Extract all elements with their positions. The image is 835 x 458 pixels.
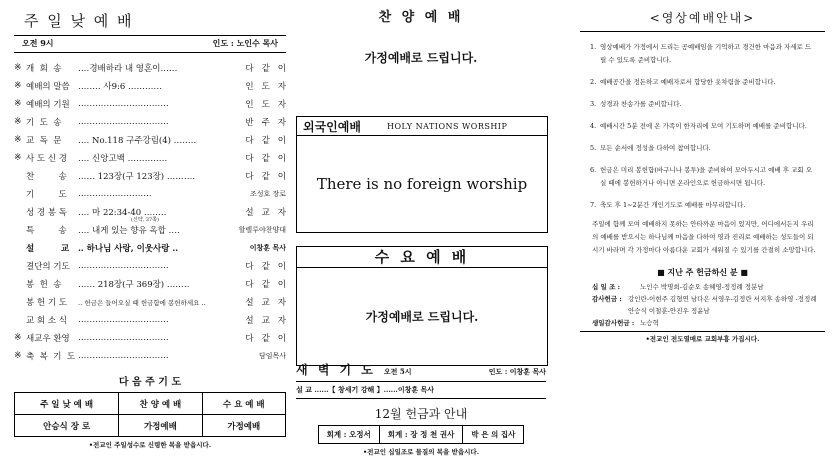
order-item-detail: ‥‥‥‥‥‥‥‥‥‥‥‥‥ bbox=[78, 189, 152, 199]
order-item-leader: 설교자 bbox=[245, 208, 294, 218]
order-item-name: 설 교 bbox=[26, 244, 70, 254]
order-item-leader: 다같이 bbox=[245, 262, 294, 272]
dawn-title: 새 벽 기 도 bbox=[296, 363, 376, 377]
video-worship-list bbox=[580, 41, 825, 212]
dawn-sermon-row: 설 교 ‥‥‥【 창세기 강해 】‥‥‥이창훈 목사 bbox=[296, 381, 546, 399]
order-row bbox=[14, 275, 294, 293]
order-item-name: 축 복 기 도 bbox=[26, 352, 76, 362]
order-item-leader: 반주자 bbox=[245, 118, 294, 128]
worship-order bbox=[14, 59, 294, 365]
foreign-worship-label: 외국인예배 bbox=[303, 119, 361, 134]
order-item-leader: 다같이 bbox=[245, 64, 294, 74]
order-row bbox=[14, 113, 294, 131]
order-item-leader: 할렐루야찬양대 bbox=[238, 226, 286, 234]
order-item-detail: ‥‥ No.118 구주강림(4) ‥‥‥‥ bbox=[78, 136, 197, 146]
dawn-time: 오전 5시 bbox=[383, 367, 412, 376]
order-mark: ※ bbox=[14, 135, 22, 145]
order-item-detail: ‥‥‥‥‥‥‥‥‥‥‥‥‥‥‥‥ bbox=[78, 261, 169, 271]
order-item-detail: ‥‥ 내게 있는 향유 옥합 ‥‥ bbox=[78, 226, 180, 236]
order-item-name: 기 도 송 bbox=[26, 118, 62, 128]
order-mark: ※ bbox=[14, 81, 22, 91]
offering-names: 노승혁 bbox=[640, 319, 659, 327]
december-offering-title: 12월 헌금과 안내 bbox=[374, 407, 468, 421]
guide-item-number: 1. bbox=[590, 43, 597, 51]
order-row bbox=[14, 311, 294, 329]
guide-item-number: 6. bbox=[590, 166, 597, 174]
guide-item bbox=[590, 98, 817, 111]
order-item-detail: ‥ 하나님 사랑, 이웃사랑 ‥ bbox=[78, 244, 179, 254]
order-item-detail: ‥ 헌금은 들어오실 때 헌금함에 봉헌하세요 ‥ bbox=[78, 298, 206, 307]
order-item-detail: ‥‥ 마 22:34-40 ‥‥‥‥ bbox=[78, 208, 167, 218]
left-footer-note: •전교인 주일성수로 신령한 복을 받읍시다. bbox=[88, 441, 212, 449]
order-item-leader: 다같이 bbox=[245, 280, 294, 290]
guide-item-text: 헌금은 미리 봉헌함(바구니나 봉투)을 준비하여 모아두시고 예배 후 교회 오실 때에 봉헌하거나 아니면 온라인으로 헌금하시면 됩니다. bbox=[600, 166, 813, 187]
order-mark: ※ bbox=[14, 63, 22, 73]
video-worship-paragraph: 주일에 함께 모여 예배하지 못하는 안타까운 마음이 있지만, 어디에서든지 우리의 예배를 받으시는 하나님께 마음을 다하여 영과 진리로 예배하는 성도들이 되시기 바라며 각 가정마다 아름다운 교회가 세워질 수 있기를 간절히 소망합니다. bbox=[592, 220, 816, 254]
order-row bbox=[14, 185, 286, 203]
guide-item bbox=[590, 120, 817, 133]
guide-item-text: 예배시간 5분 전에 온 가족이 한자리에 모여 기도하며 예배를 준비합니다. bbox=[600, 122, 807, 130]
right-footer-note: •전교인 전도열매로 교회부흥 가집시다. bbox=[580, 331, 825, 343]
order-item-leader: 담임목사 bbox=[258, 352, 286, 360]
middle-footer-note: •전교인 십일조로 물질의 복을 받읍시다. bbox=[363, 448, 479, 456]
order-item-leader: 인도자 bbox=[245, 82, 294, 92]
guide-item-number: 3. bbox=[590, 100, 597, 108]
guide-item bbox=[590, 142, 817, 155]
order-item-leader: 이창훈 목사 bbox=[249, 243, 286, 252]
guide-item-text: 성경과 찬송가를 준비합니다. bbox=[600, 100, 682, 108]
order-item-leader: 설교자 bbox=[245, 298, 294, 308]
order-item-leader: 다같이 bbox=[245, 136, 294, 146]
wednesday-text: 가정예배로 드립니다. bbox=[365, 310, 479, 324]
order-item-detail: ‥‥‥ 123장(구 123장) ‥‥‥‥‥ bbox=[78, 172, 196, 182]
service-time: 오전 9시 bbox=[22, 38, 54, 48]
guide-item bbox=[590, 41, 817, 67]
order-item-name: 특 송 bbox=[26, 226, 67, 236]
right-column bbox=[580, 6, 825, 454]
guide-item-number: 2. bbox=[590, 78, 597, 86]
order-row bbox=[14, 167, 294, 185]
order-item-name: 봉 헌 송 bbox=[26, 280, 62, 290]
order-row bbox=[14, 257, 294, 275]
foreign-worship-header bbox=[297, 117, 547, 136]
order-item-detail: ‥‥‥‥‥‥‥‥‥‥‥‥‥‥‥‥ bbox=[78, 99, 169, 109]
order-item-name: 예배의 기원 bbox=[26, 100, 70, 110]
december-offering-table bbox=[318, 425, 525, 444]
order-item-name: 개 회 송 bbox=[26, 64, 62, 74]
order-row bbox=[14, 221, 286, 239]
video-worship-title: <영상예배안내> bbox=[580, 6, 825, 32]
order-row bbox=[14, 59, 294, 77]
offering-kind: 감사헌금 : bbox=[592, 295, 622, 303]
order-item-name: 찬 송 bbox=[26, 172, 67, 182]
guide-item-text: 예배공간을 정돈하고 예배자로서 합당한 옷차림을 준비합니다. bbox=[600, 78, 776, 86]
next-value-cell: 가정예배 bbox=[202, 415, 285, 437]
next-week-table bbox=[14, 392, 286, 437]
offering-names: 노인수 박명희-김순오 송혜영-정정례 정분남 bbox=[640, 283, 764, 291]
order-item-detail: ‥‥‥‥‥‥‥‥‥‥‥‥‥‥‥‥ bbox=[78, 333, 169, 343]
foreign-worship-box bbox=[296, 116, 548, 233]
foreign-worship-text: There is no foreign worship bbox=[316, 175, 528, 193]
order-row bbox=[14, 149, 294, 167]
guide-item-number: 4. bbox=[590, 122, 597, 130]
offering-section-title: ■ 지난 주 헌금하신 분 ■ bbox=[657, 267, 748, 277]
order-item-name: 기 도 bbox=[26, 190, 67, 200]
order-mark: ※ bbox=[14, 351, 22, 361]
order-row bbox=[14, 95, 294, 113]
offering-cell: 회계 : 장 정 천 권사 bbox=[379, 426, 463, 444]
order-item-leader: 다같이 bbox=[245, 334, 294, 344]
order-item-leader: 설교자 bbox=[245, 316, 294, 326]
offering-row bbox=[592, 317, 819, 329]
order-item-leader: 인도자 bbox=[245, 100, 294, 110]
order-row bbox=[14, 293, 294, 311]
offering-cell: 박 은 의 집사 bbox=[463, 426, 524, 444]
praise-text: 가정예배로 드립니다. bbox=[364, 51, 478, 65]
order-mark: ※ bbox=[14, 333, 22, 343]
praise-title: 찬 양 예 배 bbox=[378, 10, 464, 25]
offering-kind: 십 일 조 : bbox=[592, 283, 621, 291]
service-leader: 인도 : 노인수 목사 bbox=[212, 38, 278, 48]
order-item-name: 교 독 문 bbox=[26, 136, 62, 146]
next-week-title: 다 음 주 기 도 bbox=[118, 377, 182, 388]
order-mark: ※ bbox=[14, 99, 22, 109]
order-item-name: 새교우 환영 bbox=[26, 334, 70, 344]
middle-column bbox=[296, 6, 546, 454]
order-mark: ※ bbox=[14, 117, 22, 127]
offering-cell: 회계 : 오정서 bbox=[318, 426, 379, 444]
order-row bbox=[14, 347, 286, 365]
service-title: 주 일 낮 예 배 bbox=[14, 6, 286, 36]
order-item-name: 예배의 말씀 bbox=[26, 82, 70, 92]
left-column bbox=[14, 6, 294, 454]
order-item-name: 결단의 기도 bbox=[26, 262, 70, 272]
next-value-cell: 가정예배 bbox=[119, 415, 202, 437]
guide-item-text: 영상예배가 가정에서 드리는 공예배임을 기억하고 경건한 마음과 자세로 드릴 수 있도록 준비합니다. bbox=[600, 43, 812, 64]
guide-item-text: 축도 후 1~2분간 개인기도로 예배를 마무리합니다. bbox=[600, 201, 746, 209]
offering-row bbox=[592, 293, 819, 317]
order-item-name: 봉 헌 기 도 bbox=[26, 298, 67, 308]
order-item-detail: ‥‥ 신앙고백 ‥‥‥‥‥‥‥ bbox=[78, 154, 168, 164]
guide-item-text: 모든 순서에 정성을 다하여 참여합니다. bbox=[600, 144, 711, 152]
foreign-worship-english: HOLY NATIONS WORSHIP bbox=[386, 121, 508, 131]
next-value-cell: 안승식 장 로 bbox=[15, 415, 119, 437]
order-item-detail: ‥‥‥ 218장(구 369장) ‥‥‥‥ bbox=[78, 280, 190, 290]
guide-item-number: 7. bbox=[590, 201, 597, 209]
order-item-name: 교 회 소 식 bbox=[26, 316, 67, 326]
next-head-cell: 주 일 낮 예 배 bbox=[15, 393, 119, 415]
order-item-detail: ‥‥‥‥‥‥‥‥‥‥‥‥‥‥‥‥ bbox=[78, 315, 169, 325]
order-row bbox=[14, 329, 294, 347]
next-head-cell: 수 요 예 배 bbox=[202, 393, 285, 415]
order-item-leader: 다같이 bbox=[245, 154, 294, 164]
guide-item bbox=[590, 164, 817, 190]
order-item-leader: 다같이 bbox=[245, 172, 294, 182]
order-row bbox=[14, 203, 294, 223]
offering-row bbox=[592, 281, 819, 293]
order-item-detail: ‥‥‥‥ 사9:6 ‥‥‥‥‥‥ bbox=[78, 82, 162, 92]
service-subheader bbox=[14, 36, 286, 53]
order-mark: ※ bbox=[14, 153, 22, 163]
guide-item bbox=[590, 76, 817, 89]
offering-list bbox=[580, 278, 825, 329]
order-row bbox=[14, 239, 286, 257]
wednesday-title: 수 요 예 배 bbox=[297, 247, 547, 268]
wednesday-worship-box bbox=[296, 246, 548, 366]
order-item-detail: ‥‥‥‥‥‥‥‥‥‥‥‥‥‥‥‥ bbox=[78, 117, 169, 127]
order-row bbox=[14, 131, 294, 149]
dawn-prayer-section bbox=[296, 361, 546, 456]
dawn-header bbox=[296, 361, 546, 378]
order-item-detail: ‥‥경배하라 내 영혼이‥‥‥ bbox=[78, 64, 178, 74]
order-item-name: 성 경 봉 독 bbox=[26, 208, 67, 218]
order-item-name: 사 도 신 경 bbox=[26, 154, 67, 164]
order-row bbox=[14, 77, 294, 95]
order-item-leader: 조성호 장로 bbox=[249, 190, 286, 198]
offering-names: 강인란-이현주 김형연 남다은 서영우-김정란 서지후 송하영 -정정례 안승식 이철훈-안진우 정윤남 bbox=[628, 295, 817, 315]
dawn-leader: 인도 : 이창훈 목사 bbox=[488, 367, 546, 376]
order-item-detail: ‥‥‥‥‥‥‥‥‥‥‥‥‥‥‥‥ bbox=[78, 351, 169, 361]
guide-item-number: 5. bbox=[590, 144, 597, 152]
next-head-cell: 찬 양 예 배 bbox=[119, 393, 202, 415]
order-item-note: (신약, 37쪽) bbox=[131, 217, 159, 223]
guide-item bbox=[590, 199, 817, 212]
offering-kind: 생일감사헌금 : bbox=[592, 319, 635, 327]
